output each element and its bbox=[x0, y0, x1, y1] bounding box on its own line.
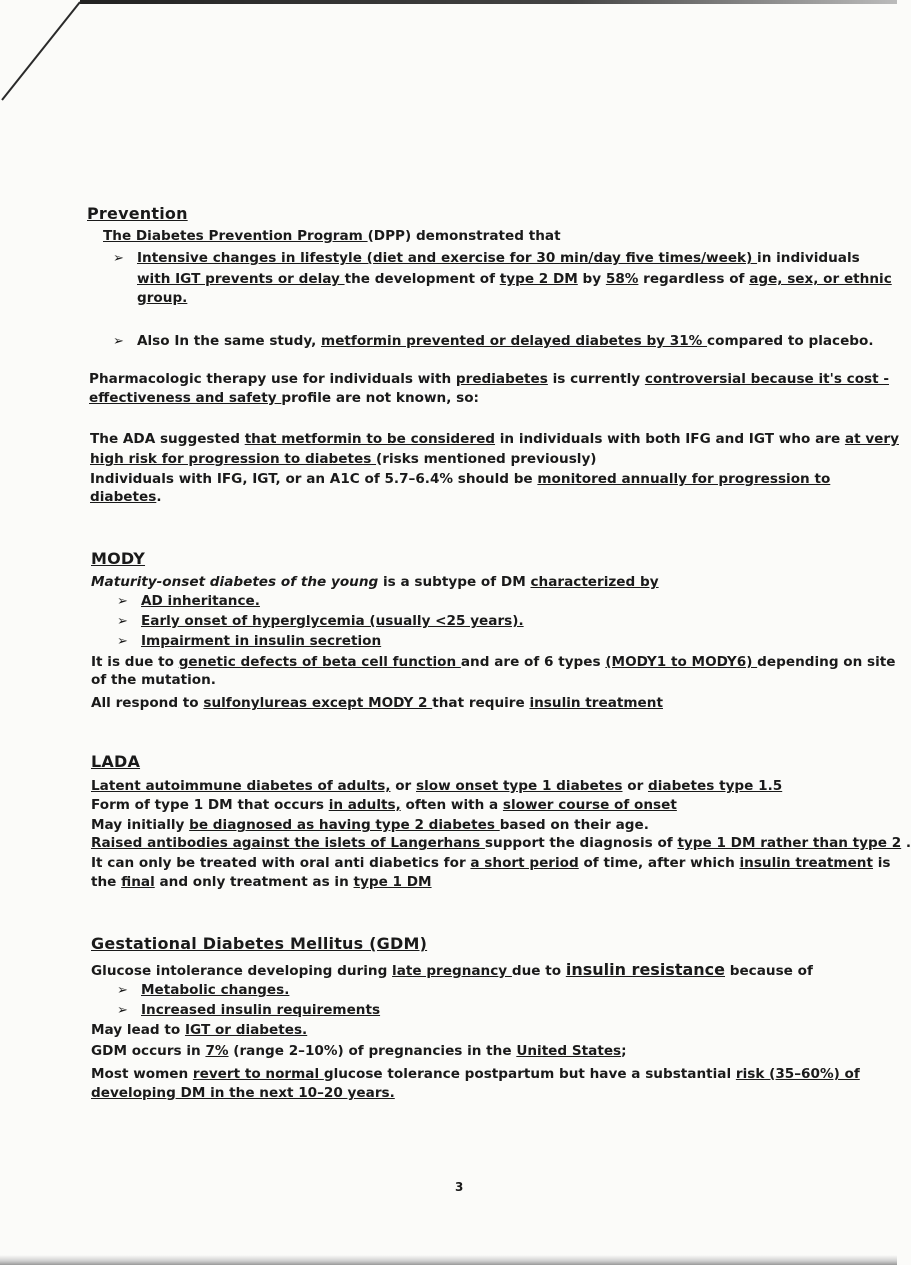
section-title-mody: MODY bbox=[91, 549, 146, 568]
gdm-bullet-1: ➢ Metabolic changes. bbox=[117, 982, 290, 998]
arrow-bullet-icon: ➢ bbox=[113, 251, 124, 266]
lada-line-2: Form of type 1 DM that occurs in adults, often with a slower course of onset bbox=[91, 797, 677, 813]
lada-line-6: the final and only treatment as in type 1 DM bbox=[91, 874, 432, 890]
mody-response: All respond to sulfonylureas except MODY 2 that require insulin treatment bbox=[91, 695, 663, 711]
arrow-bullet-icon: ➢ bbox=[117, 983, 128, 998]
prevention-bullet-2: ➢ Also In the same study, metformin prevented or delayed diabetes by 31% compared to placebo. bbox=[113, 333, 874, 349]
dpp-name: The Diabetes Prevention Program bbox=[103, 228, 368, 244]
gdm-line-5: developing DM in the next 10–20 years. bbox=[91, 1085, 395, 1101]
prevention-bullet-1-line-2: with IGT prevents or delay the development of type 2 DM by 58% regardless of age, sex, or ethnic bbox=[137, 271, 892, 287]
pharmacologic-line-2: effectiveness and safety profile are not known, so: bbox=[89, 390, 479, 406]
prevention-bullet-1-line-3: group. bbox=[137, 290, 188, 306]
page-number: 3 bbox=[455, 1180, 464, 1194]
page-corner-fold-line bbox=[0, 0, 100, 110]
arrow-bullet-icon: ➢ bbox=[117, 634, 128, 649]
mody-bullet-2: ➢ Early onset of hyperglycemia (usually <25 years). bbox=[117, 613, 524, 629]
prevention-bullet-1-line-1: ➢ Intensive changes in lifestyle (diet and exercise for 30 min/day five times/week) in individuals bbox=[113, 250, 860, 266]
arrow-bullet-icon: ➢ bbox=[117, 1003, 128, 1018]
mody-cause-line-2: of the mutation. bbox=[91, 672, 216, 688]
mody-intro: Maturity-onset diabetes of the young is a subtype of DM characterized by bbox=[91, 574, 659, 590]
mody-bullet-3: ➢ Impairment in insulin secretion bbox=[117, 633, 382, 649]
dpp-intro: The Diabetes Prevention Program (DPP) demonstrated that bbox=[103, 228, 561, 244]
mody-bullet-1: ➢ AD inheritance. bbox=[117, 593, 260, 609]
gdm-line-4: Most women revert to normal glucose tolerance postpartum but have a substantial risk (35–60%) of bbox=[91, 1066, 860, 1082]
lada-line-4: Raised antibodies against the islets of Langerhans support the diagnosis of type 1 DM rather than type 2 . bbox=[91, 835, 911, 851]
monitoring-line-2: diabetes. bbox=[90, 489, 162, 505]
gdm-line-3: GDM occurs in 7% (range 2–10%) of pregnancies in the United States; bbox=[91, 1043, 627, 1059]
lada-line-1: Latent autoimmune diabetes of adults, or slow onset type 1 diabetes or diabetes type 1.5 bbox=[91, 778, 783, 794]
lada-line-3: May initially be diagnosed as having type 2 diabetes based on their age. bbox=[91, 817, 649, 833]
lada-line-5: It can only be treated with oral anti diabetics for a short period of time, after which insulin treatment is bbox=[91, 855, 891, 871]
gdm-line-1: Glucose intolerance developing during late pregnancy due to insulin resistance because of bbox=[91, 960, 813, 979]
gdm-line-2: May lead to IGT or diabetes. bbox=[91, 1022, 308, 1038]
arrow-bullet-icon: ➢ bbox=[113, 334, 124, 349]
section-title-prevention: Prevention bbox=[87, 204, 188, 223]
arrow-bullet-icon: ➢ bbox=[117, 614, 128, 629]
mody-cause-line-1: It is due to genetic defects of beta cell function and are of 6 types (MODY1 to MODY6) depending on site bbox=[91, 654, 896, 670]
gdm-bullet-2: ➢ Increased insulin requirements bbox=[117, 1002, 381, 1018]
page-top-edge bbox=[80, 0, 897, 4]
section-title-gdm: Gestational Diabetes Mellitus (GDM) bbox=[91, 934, 428, 953]
ada-line-2: high risk for progression to diabetes (risks mentioned previously) bbox=[90, 451, 597, 467]
page-bottom-edge bbox=[0, 1255, 897, 1265]
monitoring-line-1: Individuals with IFG, IGT, or an A1C of 5.7–6.4% should be monitored annually for progression to bbox=[90, 471, 831, 487]
arrow-bullet-icon: ➢ bbox=[117, 594, 128, 609]
ada-line-1: The ADA suggested that metformin to be considered in individuals with both IFG and IGT who are at very bbox=[90, 431, 899, 447]
section-title-lada: LADA bbox=[91, 752, 141, 771]
pharmacologic-line-1: Pharmacologic therapy use for individuals with prediabetes is currently controversial because it's cost - bbox=[89, 371, 890, 387]
